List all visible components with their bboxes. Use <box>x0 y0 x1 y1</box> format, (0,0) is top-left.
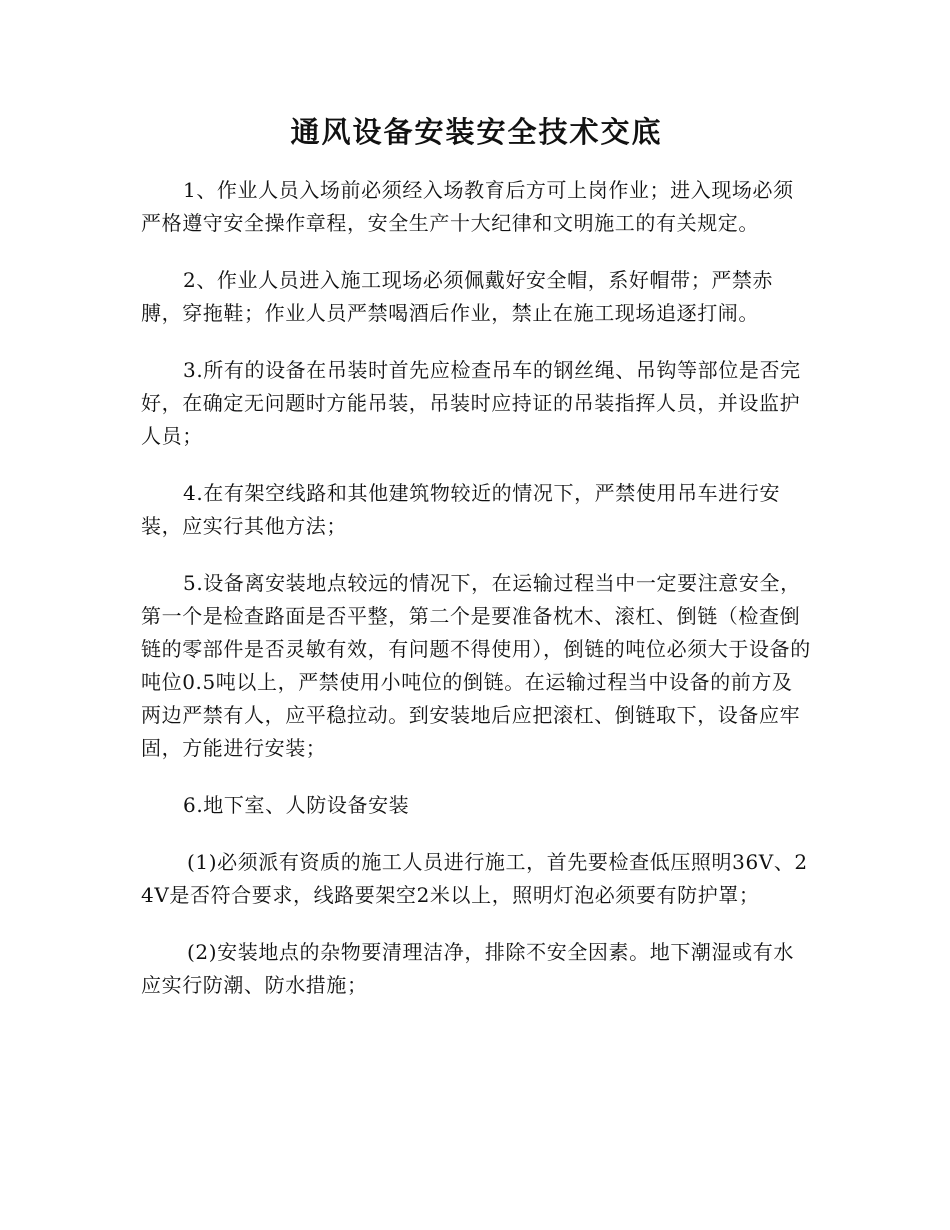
paragraph-1-entry-education: 1、作业人员入场前必须经入场教育后方可上岗作业；进入现场必须严格遵守安全操作章程，安全生产十大纪律和文明施工的有关规定。 <box>141 178 794 235</box>
paragraph-2-safety-helmet: 2、作业人员进入施工现场必须佩戴好安全帽，系好帽带；严禁赤膊，穿拖鞋；作业人员严禁喝酒后作业，禁止在施工现场追逐打闹。 <box>141 268 774 325</box>
paragraph-6-1-lighting: (1)必须派有资质的施工人员进行施工，首先要检查低压照明36V、24V是否符合要求，线路要架空2米以上，照明灯泡必须要有防护罩； <box>141 850 808 907</box>
paragraph-4-overhead-lines: 4.在有架空线路和其他建筑物较近的情况下，严禁使用吊车进行安装，应实行其他方法； <box>141 481 781 538</box>
paragraph-3-hoisting-check: 3.所有的设备在吊装时首先应检查吊车的钢丝绳、吊钩等部位是否完好，在确定无问题时方能吊装，吊装时应持证的吊装指挥人员，并设监护人员； <box>141 358 801 448</box>
paragraph-5-transport: 5.设备离安装地点较远的情况下，在运输过程当中一定要注意安全，第一个是检查路面是否平整，第二个是要准备枕木、滚杠、倒链（检查倒链的零部件是否灵敏有效，有问题不得使用），倒链的吨位必须大于设备的吨位0.5吨以上，严禁使用小吨位的倒链。在运输过程当中设备的前方及两边严禁有人，应平稳拉动。到安装地后应把滚杠、倒链取下，设备应牢固，方能进行安装； <box>141 571 811 760</box>
paragraph-6-2-cleanup: (2)安装地点的杂物要清理洁净，排除不安全因素。地下潮湿或有水应实行防潮、防水措施； <box>141 940 794 997</box>
document-title: 通风设备安装安全技术交底 <box>290 115 663 149</box>
paragraph-6-basement-heading: 6.地下室、人防设备安装 <box>183 793 410 817</box>
